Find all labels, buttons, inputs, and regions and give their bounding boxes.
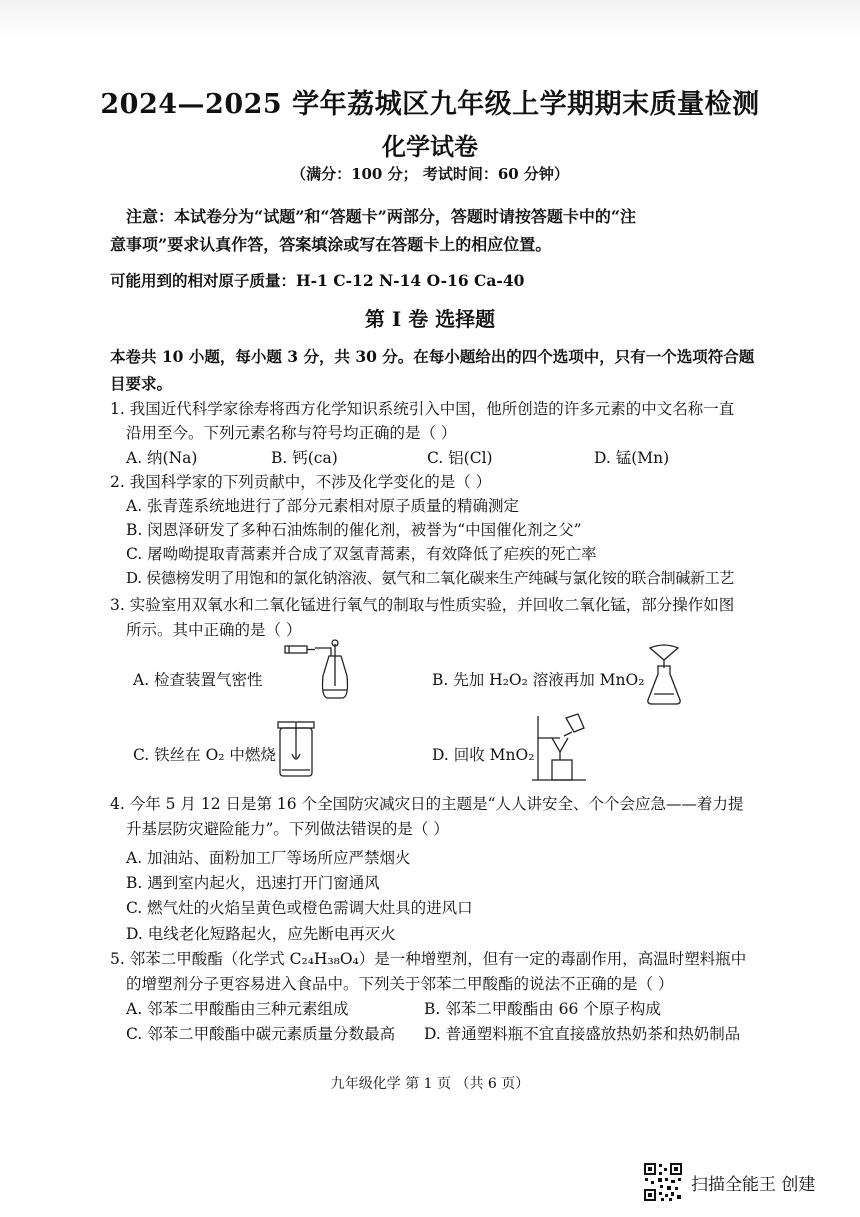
q4-line-2: 升基层防灾避险能力”。下列做法错误的是（ ） <box>126 820 449 838</box>
notice-line-1: 注意：本试卷分为“试题”和“答题卡”两部分，答题时请按答题卡中的“注 <box>126 207 637 226</box>
scanner-watermark <box>643 1162 815 1202</box>
q3-option-a: A. 检查装置气密性 <box>133 671 263 689</box>
section-intro-1: 本卷共 10 小题，每小题 3 分，共 30 分。在每小题给出的四个选项中，只有一个选项符合题 <box>110 347 755 366</box>
q4-option-b: B. 遇到室内起火，迅速打开门窗通风 <box>126 874 380 892</box>
q2-option-b: B. 闵恩泽研发了多种石油炼制的催化剂，被誉为“中国催化剂之父” <box>126 521 582 539</box>
exam-title: 2024—2025 学年荔城区九年级上学期期末质量检测 <box>100 89 760 120</box>
q1-option-d: D. 锰(Mn) <box>594 449 670 467</box>
qr-code-icon <box>643 1162 683 1202</box>
q5-option-d: D. 普通塑料瓶不宜直接盛放热奶茶和热奶制品 <box>424 1025 741 1043</box>
q1-option-b: B. 钙(ca) <box>271 449 338 467</box>
q4-option-c: C. 燃气灶的火焰呈黄色或橙色需调大灶具的进风口 <box>126 899 473 917</box>
q4-line-1: 4. 今年 5 月 12 日是第 16 个全国防灾减灾日的主题是“人人讲安全、个个会应急——着力提 <box>110 795 744 813</box>
q5-option-b: B. 邻苯二甲酸酯由 66 个原子构成 <box>424 1000 661 1018</box>
q1-line-1: 1. 我国近代科学家徐寿将西方化学知识系统引入中国，他所创造的许多元素的中文名称一直 <box>110 400 735 418</box>
q2-stem: 2. 我国科学家的下列贡献中，不涉及化学变化的是（ ） <box>110 473 492 491</box>
q5-line-2: 的增塑剂分子更容易进入食品中。下列关于邻苯二甲酸酯的说法不正确的是（ ） <box>126 975 674 993</box>
exam-subtitle: 化学试卷 <box>382 132 478 161</box>
q2-option-d: D. 侯德榜发明了用饱和的氯化钠溶液、氨气和二氧化碳来生产纯碱与氯化铵的联合制碱新工艺 <box>126 569 735 587</box>
scanner-label: 扫描全能王 创建 <box>691 1174 816 1195</box>
q5-line-1: 5. 邻苯二甲酸酯（化学式 C₂₄H₃₈O₄）是一种增塑剂，但有一定的毒副作用，高温时塑料瓶中 <box>110 950 747 968</box>
q4-option-d: D. 电线老化短路起火，应先断电再灭火 <box>126 925 396 943</box>
q4-option-a: A. 加油站、面粉加工厂等场所应严禁烟火 <box>126 849 411 867</box>
q1-option-a: A. 纳(Na) <box>126 449 198 467</box>
section-title: 第 I 卷 选择题 <box>364 307 496 331</box>
page-footer: 九年级化学 第 1 页 （共 6 页） <box>330 1076 530 1092</box>
q1-line-2: 沿用至今。下列元素名称与符号均正确的是（ ） <box>126 424 457 442</box>
q1-option-c: C. 铝(Cl) <box>427 449 493 467</box>
exam-meta: （满分：100 分； 考试时间：60 分钟） <box>291 165 569 183</box>
notice-line-2: 意事项”要求认真作答，答案填涂或写在答题卡上的相应位置。 <box>110 235 552 254</box>
q2-option-a: A. 张青莲系统地进行了部分元素相对原子质量的精确测定 <box>126 497 520 515</box>
q3-option-c: C. 铁丝在 O₂ 中燃烧 <box>133 746 276 764</box>
airtightness-apparatus-figure <box>283 638 373 708</box>
section-intro-2: 目要求。 <box>110 374 173 393</box>
atomic-masses: 可能用到的相对原子质量：H-1 C-12 N-14 O-16 Ca-40 <box>110 271 525 290</box>
filtration-figure <box>530 712 600 784</box>
q5-option-c: C. 邻苯二甲酸酯中碳元素质量分数最高 <box>126 1025 396 1043</box>
iron-wire-burning-figure <box>276 718 316 780</box>
q3-line-2: 所示。其中正确的是（ ） <box>126 621 302 639</box>
q3-option-d: D. 回收 MnO₂ <box>432 746 535 764</box>
conical-flask-figure <box>640 640 688 708</box>
q3-line-1: 3. 实验室用双氧水和二氧化锰进行氧气的制取与性质实验，并回收二氧化锰，部分操作如图 <box>110 596 735 614</box>
q2-option-c: C. 屠呦呦提取青蒿素并合成了双氢青蒿素，有效降低了疟疾的死亡率 <box>126 545 597 563</box>
scan-shadow <box>0 0 860 40</box>
q3-option-b: B. 先加 H₂O₂ 溶液再加 MnO₂ <box>432 671 645 689</box>
q5-option-a: A. 邻苯二甲酸酯由三种元素组成 <box>126 1000 349 1018</box>
